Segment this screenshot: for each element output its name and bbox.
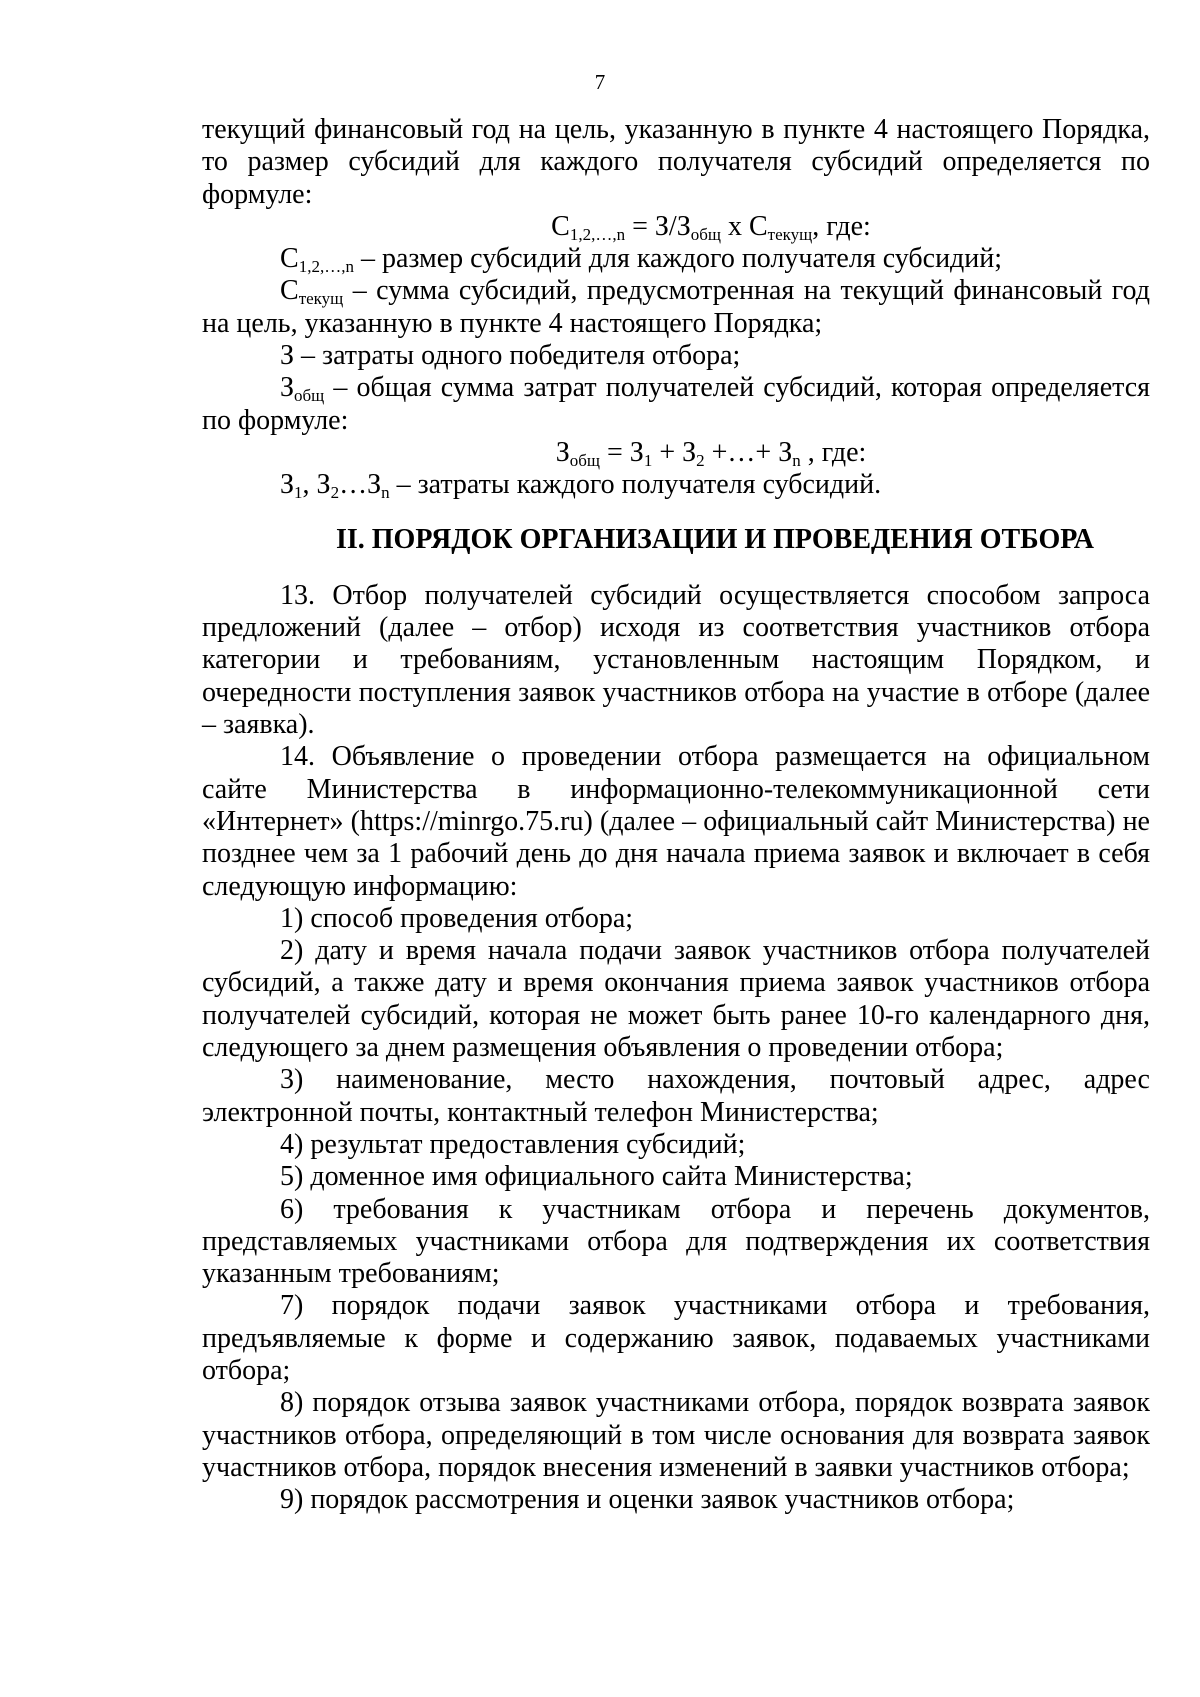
list-item-6: 6) требования к участникам отбора и перечень документов, представляемых участниками отбора для подтверждения их соответствия указанным требованиям; <box>202 1193 1150 1290</box>
definition-c: $С_{1,2,\dots,n}$ – размер субсидий для каждого получателя субсидий; <box>280 243 1003 277</box>
document-body <box>202 114 1150 1516</box>
list-item-1: 1) способ проведения отбора; <box>280 902 634 934</box>
list-item-7: 7) порядок подачи заявок участниками отбора и требования, предъявляемые к форме и содержанию заявок, подаваемых участниками отбора; <box>202 1290 1150 1386</box>
list-item-3: 3) наименование, место нахождения, почтовый адрес, адрес электронной почты, контактный телефон Министерства; <box>202 1064 1150 1128</box>
intro-paragraph: текущий финансовый год на цель, указанную в пункте 4 настоящего Порядка, то размер субсидий для каждого получателя субсидий определяется по формуле: <box>202 114 1150 210</box>
list-item-8: 8) порядок отзыва заявок участниками отбора, порядок возврата заявок участников отбора, определяющий в том числе основания для возврата заявок участников отбора, порядок внесения изменений в заявки участников отбора; <box>202 1387 1150 1483</box>
definition-c-current: $С_{текущ}$ – сумма субсидий, предусмотренная на текущий финансовый год на цель, указанную в пункте 4 настоящего Порядка; <box>202 275 1150 339</box>
paragraph-14: 14. Объявление о проведении отбора размещается на официальном сайте Министерства в информационно-телекоммуникационной сети «Интернет» (https://minrgo.75.ru) (далее – официальный сайт Министерства) не позднее чем за 1 рабочий день до дня начала приема заявок и включает в себя следующую информацию: <box>202 741 1150 902</box>
list-item-5: 5) доменное имя официального сайта Министерства; <box>280 1161 913 1193</box>
list-item-2: 2) дату и время начала подачи заявок участников отбора получателей субсидий, а также дату и время окончания приема заявок участников отбора получателей субсидий, которая не может быть ранее 10-го календарного дня, следующего за днем размещения объявления о проведении отбора; <box>202 935 1150 1064</box>
definition-z-total: $З_{общ}$ – общая сумма затрат получателей субсидий, которая определяется по формуле: <box>202 372 1150 436</box>
list-item-9: 9) порядок рассмотрения и оценки заявок участников отбора; <box>280 1484 1015 1516</box>
list-item-4: 4) результат предоставления субсидий; <box>280 1128 746 1160</box>
formula-total-costs: $З_{общ} = З_1 + З_2$ +…+ $З_n$ , где: <box>555 436 867 470</box>
paragraph-13: 13. Отбор получателей субсидий осуществляется способом запроса предложений (далее – отбор) исходя из соответствия участников отбора категории и требованиям, установленным настоящим Порядком, и очередности поступления заявок участников отбора на участие в отборе (далее – заявка). <box>202 579 1150 741</box>
definition-z: З – затраты одного победителя отбора; <box>280 340 741 372</box>
page-number: 7 <box>594 70 606 94</box>
formula-subsidy-size: $С_{1,2,\dots,n} = З/З_{общ}$ х $С_{текущ}$, где: <box>551 210 871 244</box>
definition-z-list: $З_1$, $З_2\dots З_n$ – затраты каждого получателя субсидий. <box>280 469 882 503</box>
section-heading: II. ПОРЯДОК ОРГАНИЗАЦИИ И ПРОВЕДЕНИЯ ОТБОРА <box>335 523 1095 555</box>
